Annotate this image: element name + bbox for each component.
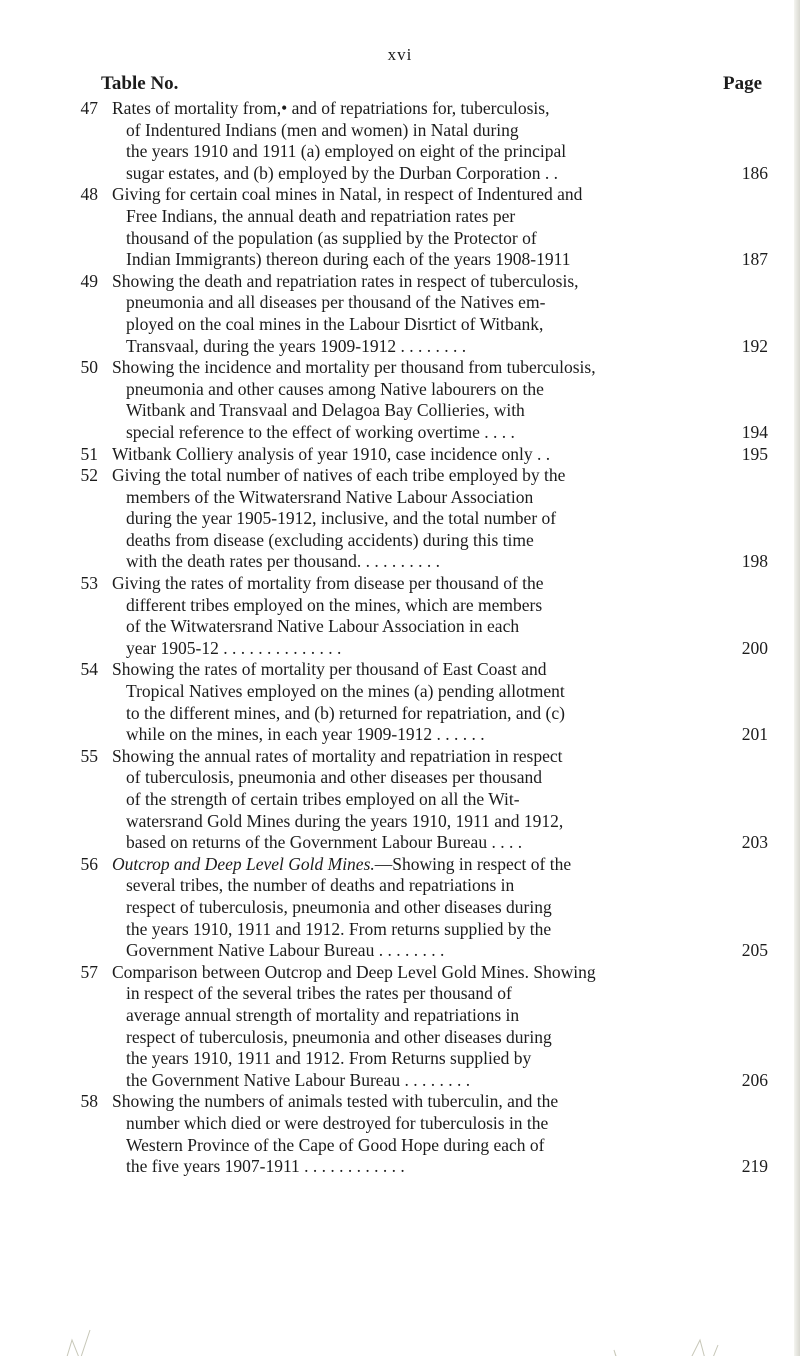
entry-text-line: Witbank Colliery analysis of year 1910, case incidence only . .	[112, 443, 551, 464]
entry-text-line: the years 1910, 1911 and 1912. From returns supplied by the	[126, 918, 552, 939]
table-number: 54	[80, 659, 98, 680]
toc-entry	[0, 271, 800, 357]
entry-text-line: during the year 1905-1912, inclusive, and the total number of	[126, 508, 557, 529]
table-number: 48	[80, 184, 98, 205]
entry-text-rest: —Showing in respect of the	[374, 853, 572, 874]
table-number: 52	[80, 465, 98, 486]
page-reference: 187	[741, 249, 768, 270]
entry-text-line: sugar estates, and (b) employed by the Durban Corporation . .	[126, 162, 559, 183]
entry-text-line: Transvaal, during the years 1909-1912 . . . . . . . .	[126, 335, 467, 356]
table-number: 49	[80, 270, 98, 291]
entry-text-line: of the Witwatersrand Native Labour Association in each	[126, 616, 520, 637]
entry-text-line: to the different mines, and (b) returned for repatriation, and (c)	[126, 702, 565, 723]
toc-entry	[0, 98, 800, 184]
entry-text-line: Showing the incidence and mortality per thousand from tuberculosis,	[112, 357, 596, 378]
entry-text-line: pneumonia and other causes among Native labourers on the	[126, 378, 544, 399]
entry-text-line: different tribes employed on the mines, which are members	[126, 594, 543, 615]
entry-text-line: of tuberculosis, pneumonia and other diseases per thousand	[126, 767, 543, 788]
entry-text-line: with the death rates per thousand. . . . . . . . . .	[126, 551, 440, 572]
toc-entry	[0, 465, 800, 573]
entry-text-line: year 1905-12 . . . . . . . . . . . . . .	[126, 637, 342, 658]
page-reference: 192	[741, 335, 768, 356]
page-reference: 203	[741, 832, 768, 853]
page-reference: 200	[741, 637, 768, 658]
entry-text-line: based on returns of the Government Labour Bureau . . . .	[126, 832, 523, 853]
entry-text-line: Indian Immigrants) thereon during each of the years 1908-1911	[126, 249, 571, 270]
entry-text-line: Showing the death and repatriation rates in respect of tuberculosis,	[112, 270, 579, 291]
entry-text-line: Rates of mortality from,• and of repatriations for, tuberculosis,	[112, 98, 550, 118]
entry-text-line: Showing the numbers of animals tested with tuberculin, and the	[112, 1091, 559, 1112]
entry-text-line: special reference to the effect of working overtime . . . .	[126, 421, 515, 442]
entry-text-line: watersrand Gold Mines during the years 1910, 1911 and 1912,	[126, 810, 564, 831]
page-number: xvi	[387, 45, 413, 64]
table-number: 58	[80, 1091, 98, 1112]
toc-entry	[0, 444, 800, 466]
entry-text-line: number which died or were destroyed for tuberculosis in the	[126, 1112, 549, 1133]
entry-text-line: Giving for certain coal mines in Natal, in respect of Indentured and	[112, 184, 583, 205]
table-number: 51	[80, 443, 98, 464]
toc-entry	[0, 854, 800, 962]
entry-text-line	[112, 854, 706, 876]
entry-text-line: Free Indians, the annual death and repatriation rates per	[126, 205, 516, 226]
page-reference: 206	[741, 1069, 768, 1090]
page-reference: 205	[741, 940, 768, 961]
entry-text-line: several tribes, the number of deaths and repatriations in	[126, 875, 515, 896]
entry-text-line: Western Province of the Cape of Good Hope during each of	[126, 1134, 545, 1155]
italic-lead-text: Outcrop and Deep Level Gold Mines.	[112, 853, 375, 874]
entry-text-line: ployed on the coal mines in the Labour Disrtict of Witbank,	[126, 313, 544, 334]
entry-text-line: Government Native Labour Bureau . . . . . . . .	[126, 940, 445, 961]
page-reference: 195	[741, 443, 768, 464]
toc-entry	[0, 659, 800, 745]
entry-text-line: Witbank and Transvaal and Delagoa Bay Collieries, with	[126, 400, 525, 421]
page-reference: 194	[741, 421, 768, 442]
entry-text-line: respect of tuberculosis, pneumonia and other diseases during	[126, 1026, 552, 1047]
page-reference: 186	[741, 162, 768, 183]
table-number: 57	[80, 961, 98, 982]
entry-text-line: of the strength of certain tribes employed on all the Wit-	[126, 789, 520, 809]
entry-text-line: respect of tuberculosis, pneumonia and other diseases during	[126, 896, 552, 917]
page-reference: 198	[741, 551, 768, 572]
entry-text-line: pneumonia and all diseases per thousand of the Natives em-	[126, 292, 546, 313]
entry-text-line: of Indentured Indians (men and women) in Natal during	[126, 119, 519, 140]
entry-text-line: Comparison between Outcrop and Deep Level Gold Mines. Showing	[112, 961, 596, 982]
toc-entry	[0, 184, 800, 270]
toc-entry	[0, 357, 800, 443]
table-number: 56	[80, 853, 98, 874]
entry-text-line: Giving the rates of mortality from disease per thousand of the	[112, 573, 544, 594]
entry-text-line: Showing the annual rates of mortality and repatriation in respect	[112, 745, 563, 766]
table-of-contents-list	[0, 98, 800, 1178]
column-header-page: Page	[723, 73, 763, 94]
entry-text-line: thousand of the population (as supplied by the Protector of	[126, 227, 537, 248]
table-number: 53	[80, 573, 98, 594]
entry-text-line: Giving the total number of natives of each tribe employed by the	[112, 465, 566, 486]
column-header-table-no: Table No.	[101, 73, 179, 94]
entry-text-line: members of the Witwatersrand Native Labour Association	[126, 486, 534, 507]
table-number: 50	[80, 357, 98, 378]
table-number: 47	[80, 98, 98, 118]
entry-text-line: deaths from disease (excluding accidents) during this time	[126, 529, 534, 550]
table-number: 55	[80, 745, 98, 766]
entry-text-line: the Government Native Labour Bureau . . . . . . . .	[126, 1069, 471, 1090]
entry-text-line: the five years 1907-1911 . . . . . . . . . . . .	[126, 1156, 405, 1177]
entry-text-line: Showing the rates of mortality per thousand of East Coast and	[112, 659, 547, 680]
entry-text-line: while on the mines, in each year 1909-1912 . . . . . .	[126, 724, 485, 745]
toc-entry	[0, 746, 800, 854]
entry-text-line: the years 1910, 1911 and 1912. From Returns supplied by	[126, 1048, 532, 1069]
entry-text-line: Tropical Natives employed on the mines (a) pending allotment	[126, 681, 565, 702]
entry-text-line: in respect of the several tribes the rates per thousand of	[126, 983, 512, 1004]
entry-text-line: the years 1910 and 1911 (a) employed on eight of the principal	[126, 141, 567, 162]
page-reference: 219	[741, 1156, 768, 1177]
entry-text-line: average annual strength of mortality and repatriations in	[126, 1004, 520, 1025]
paper-speckle-marks	[0, 1040, 800, 1356]
toc-entry	[0, 573, 800, 659]
page-reference: 201	[741, 724, 768, 745]
